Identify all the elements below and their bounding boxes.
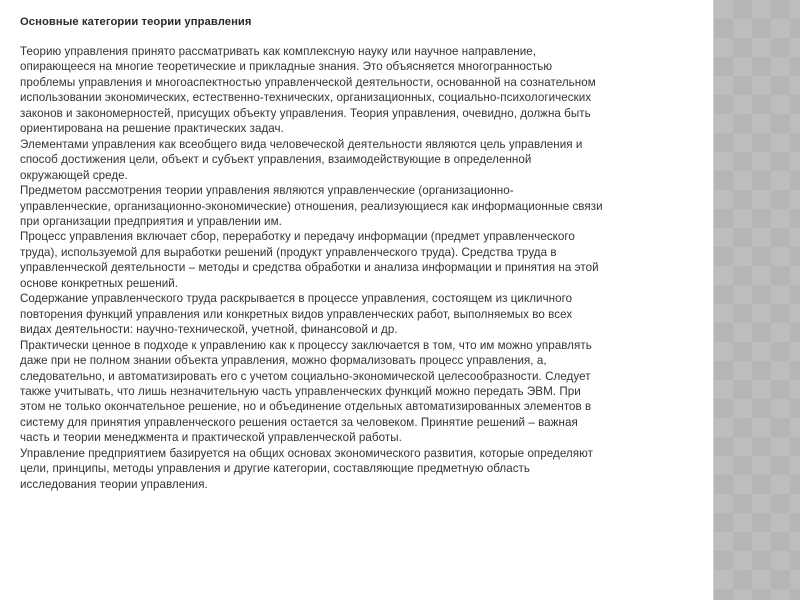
text-line: часть и теории менеджмента и практической управленческой работы.: [20, 431, 402, 445]
text-line: управленческие, организационно-экономические) отношения, реализующиеся как информационные связи: [20, 199, 603, 213]
slide-content: [20, 14, 700, 492]
text-line: видах деятельности: научно-технической, учетной, финансовой и др.: [20, 323, 398, 337]
paragraph: [20, 44, 700, 137]
text-line: Процесс управления включает сбор, переработку и передачу информации (предмет управленческого: [20, 230, 575, 244]
text-line: управленческой деятельности – методы и средства обработки и анализа информации и принятия на этой: [20, 261, 599, 275]
text-line: использовании экономических, естественно-технических, организационных, социально-психологических: [20, 91, 592, 105]
text-line: этом не только окончательное решение, но и объединение отдельных автоматизированных элементов в: [20, 400, 592, 414]
decorative-side-panel: [713, 0, 800, 600]
slide-title: Основные категории теории управления: [20, 16, 252, 28]
paragraph: [20, 137, 700, 183]
text-line: Теорию управления принято рассматривать как комплексную науку или научное направление,: [20, 45, 537, 58]
text-line: исследования теории управления.: [20, 477, 208, 491]
paragraph: [20, 338, 700, 446]
paragraph: [20, 291, 700, 337]
text-line: опирающееся на многие теоретические и прикладные знания. Это объясняется многогранностью: [20, 60, 553, 74]
text-line: Элементами управления как всеобщего вида человеческой деятельности являются цель управления и: [20, 137, 583, 151]
text-line: даже при не полном знании объекта управления, можно формализовать процесс управления, а,: [20, 354, 547, 368]
text-line: Предметом рассмотрения теории управления являются управленческие (организационно-: [20, 184, 514, 198]
paragraph: [20, 446, 700, 492]
text-line: основе конкретных решений.: [20, 276, 179, 290]
text-line: труда), используемой для выработки решений (продукт управленческого труда). Средства труда в: [20, 245, 557, 259]
text-line: ориентирована на решение практических задач.: [20, 122, 284, 136]
text-line: окружающей среде.: [20, 168, 128, 182]
paragraph: [20, 229, 700, 291]
text-line: проблемы управления и многоаспектностью управленческой деятельности, основанной на сознательном: [20, 75, 596, 89]
text-line: следовательно, и автоматизировать его с учетом социально-экономической целесообразности. Следует: [20, 369, 591, 383]
text-line: цели, принципы, методы управления и другие категории, составляющие предметную область: [20, 462, 531, 476]
text-line: законов и закономерностей, присущих объекту управления. Теория управления, очевидно, должна быть: [20, 106, 591, 120]
text-line: систему для принятия управленческого решения остается за человеком. Принятие решений – важная: [20, 415, 578, 429]
text-line: способ достижения цели, объект и субъект управления, взаимодействующие в определенной: [20, 153, 532, 167]
text-line: также учитывать, что лишь незначительную часть управленческих функций можно передать ЭВМ. При: [20, 384, 581, 398]
text-line: Управление предприятием базируется на общих основах экономического развития, которые определяют: [20, 446, 593, 460]
text-line: Практически ценное в подходе к управлению как к процессу заключается в том, что им можно управлять: [20, 338, 592, 352]
paragraph: [20, 183, 700, 229]
text-line: повторения функций управления или конкретных видов управленческих работ, выполняемых во всех: [20, 307, 573, 321]
slide-body: [20, 44, 700, 492]
text-line: при организации предприятия и управлении им.: [20, 214, 282, 228]
text-line: Содержание управленческого труда раскрывается в процессе управления, состоящем из цикличного: [20, 292, 573, 306]
